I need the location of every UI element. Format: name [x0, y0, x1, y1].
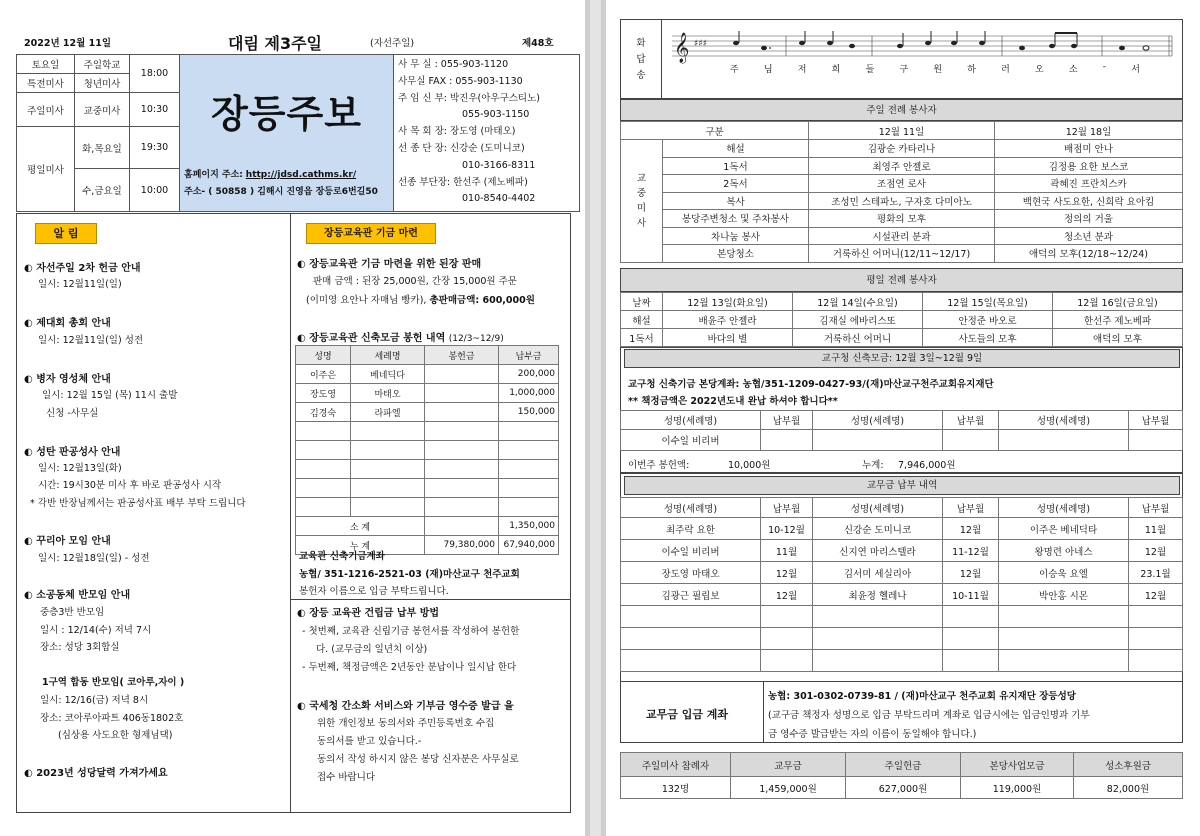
cell: 이승욱 요엘 [999, 562, 1129, 584]
contact-line: 010-3166-8311 [462, 159, 536, 171]
homepage-label: 홈페이지 주소: [184, 170, 243, 180]
cell: 거룩하신 어머니 [793, 329, 923, 347]
total-label: 누 계 [296, 536, 425, 555]
table-row [621, 562, 1183, 584]
contact-line: 선 종 단 장: 신강순 (도미니코) [398, 142, 525, 154]
weekday-servers-table [620, 292, 1183, 347]
col-header: 봉헌금 [425, 346, 499, 365]
sale-title: ◐ 장등교육관 기금 마련을 위한 된장 판매 [297, 259, 482, 270]
notice-title: ◐ 제대회 총회 안내 [24, 318, 111, 329]
cell: 바다의 별 [663, 329, 793, 347]
cell: 김경숙 [296, 403, 351, 422]
cell [425, 365, 499, 384]
address-text: 주소- ( 50858 ) 김해시 진영읍 장등로6번길50 [184, 187, 378, 197]
cumulative-label: 누계: [862, 460, 884, 471]
notice-title: ◐ 꾸리아 모임 안내 [24, 536, 111, 547]
cell: 시설관리 분과 [809, 227, 995, 245]
group-char: 미 [636, 202, 647, 214]
notice-line: 장소: 성당 3회합실 [40, 642, 120, 653]
bulletin-subtitle: (자선주일) [370, 38, 415, 49]
notice-line: 신청 -사무실 [46, 408, 99, 419]
sunday-group-label [621, 140, 663, 263]
diocese-account: 교구청 신축기금 본당계좌: 농협/351-1209-0427-93/(재)마산교구천주교회유지재단 [628, 379, 994, 390]
cell: 12월 [943, 562, 999, 584]
mass-cell: 수,금요일 [75, 169, 130, 212]
divider [290, 599, 571, 600]
cell: 장도영 마태오 [621, 562, 761, 584]
notice-line: 일시: 12월11일(일) [38, 279, 122, 290]
col-header: 성명(세례명) [999, 498, 1129, 518]
role-cell: 복사 [663, 192, 809, 210]
week-offering-value: 10,000원 [728, 460, 771, 471]
cell: 11월 [761, 540, 813, 562]
role-cell: 2독서 [663, 175, 809, 193]
cell: 82,000원 [1074, 777, 1183, 799]
total-paid: 67,940,000 [499, 536, 559, 555]
cell: 23.1월 [1129, 562, 1183, 584]
cell: 왕명련 아네스 [999, 540, 1129, 562]
role-cell: 차나눔 봉사 [663, 227, 809, 245]
col-header: 납부금 [499, 346, 559, 365]
sale-total: 총판매금액: 600,000원 [429, 295, 535, 306]
table-row [296, 498, 559, 517]
cell: 애덕의 모후(12/18~12/24) [995, 245, 1183, 263]
cell: 김재실 에바리스또 [793, 311, 923, 329]
mass-time: 10:00 [130, 169, 180, 212]
sale-line [306, 292, 535, 306]
contact-line: 010-8540-4402 [462, 193, 536, 205]
cell: 신강순 도미니코 [813, 518, 943, 540]
cell: 베네딕다 [351, 365, 425, 384]
table-row [296, 460, 559, 479]
cell: 마태오 [351, 384, 425, 403]
divider [763, 681, 764, 743]
cell: 한선주 제노베파 [1053, 311, 1183, 329]
contacts-panel [394, 55, 580, 212]
total-donation: 79,380,000 [425, 536, 499, 555]
table-row [296, 384, 559, 403]
payment-line: 다. (교무금의 일년치 이상) [316, 644, 428, 655]
psalm-label-char: 송 [636, 70, 646, 81]
col-header: 성명(세례명) [813, 498, 943, 518]
col-header: 납부월 [761, 411, 813, 430]
account-number: 농협/ 351-1216-2521-03 (재)마산교구 천주교회 [299, 569, 520, 580]
cell: 12월 [943, 518, 999, 540]
cell: 최영주 안젤로 [809, 157, 995, 175]
lyric-syllable: 러 [1001, 65, 1010, 75]
cell: 장도영 [296, 384, 351, 403]
cell: 200,000 [499, 365, 559, 384]
table-row [621, 518, 1183, 540]
mass-time: 18:00 [130, 55, 180, 93]
notices-ribbon: 알 림 [35, 223, 97, 244]
cell: 김서미 세실리아 [813, 562, 943, 584]
notice-title: ◐ 2023년 성당달력 가져가세요 [24, 768, 168, 779]
issue-number: 제48호 [522, 38, 554, 49]
lyric-syllable: 서 [1131, 65, 1140, 75]
cell [425, 384, 499, 403]
cell: 김정용 요한 보스코 [995, 157, 1183, 175]
brand-title: 장등주보 [211, 91, 362, 136]
mass-cell: 교중미사 [75, 93, 130, 127]
notice-line: 일시: 12월 15일 (목) 11시 출발 [42, 390, 178, 401]
tax-line: 위한 개인정보 동의서와 주민등록번호 수집 [317, 718, 495, 729]
week-offering-label: 이번주 봉헌액: [628, 460, 690, 471]
cell: 1,000,000 [499, 384, 559, 403]
lyric-syllable: 저 [797, 65, 807, 75]
cell: 12월 13일(화요일) [663, 293, 793, 311]
diocese-table [620, 410, 1183, 451]
cell: 1,459,000원 [731, 777, 846, 799]
tax-title: ◐ 국세청 간소화 서비스와 기부금 영수증 발급 을 [297, 701, 514, 712]
lyric-syllable: 오 [1035, 65, 1044, 75]
cell: 12월 14일(수요일) [793, 293, 923, 311]
psalm-lyrics [730, 62, 1140, 75]
cell: 10-11월 [943, 584, 999, 606]
notice-line: 일시: 12월11일(일) 성전 [38, 335, 144, 346]
col-header: 주일미사 참례자 [621, 753, 731, 777]
contact-line: 사무실 FAX : 055-903-1130 [398, 75, 523, 87]
cumulative-value: 7,946,000원 [898, 460, 956, 471]
col-header: 교무금 [731, 753, 846, 777]
brand-panel [180, 55, 394, 212]
mass-cell: 청년미사 [75, 74, 130, 93]
notice-title: ◐ 성탄 판공성사 안내 [24, 447, 121, 458]
group-char: 사 [636, 217, 647, 229]
col-header: 납부월 [1129, 498, 1183, 518]
notice-title: ◐ 자선주일 2차 헌금 안내 [24, 263, 141, 274]
table-row [296, 422, 559, 441]
cell: 150,000 [499, 403, 559, 422]
sale-line: 판매 금액 : 된장 25,000원, 간장 15,000원 주문 [313, 276, 517, 287]
cell: 627,000원 [846, 777, 961, 799]
col-header: 성명 [296, 346, 351, 365]
lyric-syllable: 들 [865, 65, 875, 75]
donation-period: (12/3~12/9) [448, 334, 504, 344]
col-header: 성명(세례명) [621, 411, 761, 430]
cell: 132명 [621, 777, 731, 799]
account-note: 봉헌자 이름으로 입금 부탁드립니다. [299, 586, 449, 597]
payment-line: - 두번째, 책정금액은 2년동안 분납이나 일시납 한다 [302, 662, 517, 673]
sale-vendor: (이미영 요안나 자매님 빵카), [306, 295, 427, 306]
cell: 라파엘 [351, 403, 425, 422]
role-cell: 1독서 [663, 157, 809, 175]
cell: 백현국 사도요한, 신희락 요아킴 [995, 192, 1183, 210]
notice-line: 일시: 12월18일(일) - 성전 [38, 553, 150, 564]
donation-title [297, 329, 504, 344]
table-row [621, 540, 1183, 562]
dues-table [620, 497, 1183, 672]
subtotal-row [296, 517, 559, 536]
notice-line: 장소: 코아루아파트 406동1802호 [40, 713, 184, 724]
notice-line: 1구역 합동 반모임( 코아루,자이 ) [42, 677, 185, 688]
cell: 청소년 분과 [995, 227, 1183, 245]
cell: 배점미 안나 [995, 140, 1183, 158]
col-header: 12월 18일 [995, 122, 1183, 140]
mass-cell: 주일학교 [75, 55, 130, 74]
cell: 1독서 [621, 329, 663, 347]
cell: 11-12월 [943, 540, 999, 562]
cell: 이주은 [296, 365, 351, 384]
cell: 이수일 비리버 [621, 430, 761, 451]
col-header: 납부월 [761, 498, 813, 518]
cell: 12월 [1129, 584, 1183, 606]
contact-line: 사 목 회 장: 장도영 (마태오) [398, 126, 516, 138]
col-header: 주일헌금 [846, 753, 961, 777]
page-gutter [585, 0, 606, 836]
cell: 해설 [621, 311, 663, 329]
dues-account-note: (교구금 책정자 성명으로 입금 부탁드리며 계좌로 입금시에는 입금인명과 기부 [768, 710, 1090, 721]
cell: 날짜 [621, 293, 663, 311]
cell: 12월 15일(목요일) [923, 293, 1053, 311]
notes [733, 31, 1149, 50]
cell: 조성민 스테파노, 구자호 다미아노 [809, 192, 995, 210]
info-box [16, 54, 580, 212]
group-char: 교 [636, 172, 647, 184]
dues-account-label: 교무금 입금 계좌 [646, 708, 729, 721]
dues-account-note: 금 영수증 발급받는 자의 이름이 동일해야 합니다.) [768, 729, 977, 740]
diocese-title: 교구청 신축모금: 12월 3일~12월 9일 [624, 349, 1180, 368]
account-title: 교육관 신축기금계좌 [299, 551, 385, 562]
notice-line: 일시 : 12/14(수) 저녁 7시 [40, 625, 152, 636]
tax-line: 동의서를 받고 있습니다.- [317, 736, 422, 747]
cell: 박안홍 시몬 [999, 584, 1129, 606]
treble-clef-icon: 𝄞 [674, 33, 690, 63]
donation-table [295, 345, 559, 555]
col-header: 납부월 [1129, 411, 1183, 430]
cell: 12월 [1129, 540, 1183, 562]
donation-title-text: ◐ 장등교육관 신축모금 봉헌 내역 [297, 333, 446, 344]
notice-line: 중층3반 반모임 [40, 607, 105, 618]
subtotal-value: 1,350,000 [499, 517, 559, 536]
psalm-label-char: 답 [636, 54, 646, 65]
cell: 12월 [761, 584, 813, 606]
notice-line: 일시: 12/16(금) 저녁 8시 [40, 695, 149, 706]
notice-line: 일시: 12월13일(화) [38, 463, 122, 474]
cell: 평화의 모후 [809, 210, 995, 228]
cell: 신지연 마리스텔라 [813, 540, 943, 562]
mass-cell: 토요일 [17, 55, 75, 74]
mass-cell: 주일미사 [17, 93, 75, 127]
table-row [296, 441, 559, 460]
col-header: 성명(세례명) [621, 498, 761, 518]
col-header: 납부월 [943, 411, 999, 430]
lyric-syllable: - [1102, 62, 1107, 72]
mass-time: 19:30 [130, 127, 180, 169]
cell: 최주락 요한 [621, 518, 761, 540]
payment-line: - 첫번째, 교육관 신립기금 봉헌서를 작성하여 봉헌한 [302, 626, 520, 637]
bulletin-header [20, 29, 565, 53]
lyric-syllable: 구 [899, 65, 909, 75]
lyric-syllable: 주 [730, 65, 739, 75]
cell: 사도들의 모후 [923, 329, 1053, 347]
cell: 거룩하신 어머니(12/11~12/17) [809, 245, 995, 263]
lyric-syllable: 님 [763, 65, 773, 75]
cell: 119,000원 [961, 777, 1074, 799]
mass-cell: 평일미사 [17, 127, 75, 212]
contact-line: 055-903-1150 [462, 109, 530, 121]
mass-time: 10:30 [130, 93, 180, 127]
cell: 배윤주 안젤라 [663, 311, 793, 329]
table-row [296, 479, 559, 498]
cell: 10-12월 [761, 518, 813, 540]
col-header: 성명(세례명) [999, 411, 1129, 430]
notice-title: ◐ 병자 영성체 안내 [24, 374, 111, 385]
key-signature-icon: ♯♯♯ [694, 39, 708, 49]
col-header: 12월 11일 [809, 122, 995, 140]
psalm-label-char: 화 [636, 38, 646, 49]
lyric-syllable: 희 [831, 65, 841, 75]
lyric-syllable: 소 [1068, 65, 1078, 75]
cell: 최윤정 헬레나 [813, 584, 943, 606]
notice-line: * 각반 반장님께서는 판공성사표 배부 부탁 드립니다 [30, 498, 246, 509]
payment-title: ◐ 장등 교육관 건립금 납부 방법 [297, 608, 440, 619]
weekday-servers-title: 평일 전례 봉사자 [620, 268, 1183, 292]
cell [425, 403, 499, 422]
left-page [0, 0, 585, 836]
col-header: 성명(세례명) [813, 411, 943, 430]
col-header: 납부월 [943, 498, 999, 518]
col-header: 구분 [621, 122, 809, 140]
contact-line: 주 임 신 부: 박진우(아우구스티노) [398, 92, 540, 104]
contact-line: 사 무 실 : 055-903-1120 [398, 59, 509, 70]
col-header: 본당사업모금 [961, 753, 1074, 777]
notice-title: ◐ 소공동체 반모임 안내 [24, 590, 131, 601]
notice-line: 시간: 19시30분 미사 후 바로 판공성사 시작 [38, 480, 222, 491]
mass-cell: 화,목요일 [75, 127, 130, 169]
role-cell: 봉당주변청소 및 주차봉사 [663, 210, 809, 228]
cell: 곽혜진 프란치스카 [995, 175, 1183, 193]
col-header: 성소후원금 [1074, 753, 1183, 777]
notice-line: (심상용 사도요한 형제님댁) [58, 730, 173, 741]
bulletin-date: 2022년 12월 11일 [24, 38, 112, 49]
table-row [621, 584, 1183, 606]
role-cell: 해설 [663, 140, 809, 158]
sunday-servers-title: 주일 전례 봉사자 [620, 99, 1183, 121]
bulletin-title: 대림 제3주일 [228, 34, 322, 53]
homepage-link[interactable]: http://jdsd.cathms.kr/ [245, 170, 357, 180]
table-row [296, 403, 559, 422]
tax-line: 접수 바랍니다 [317, 772, 376, 783]
lyric-syllable: 하 [967, 65, 976, 75]
contact-line: 선종 부단장: 한선주 (제노베파) [398, 176, 528, 188]
group-char: 중 [636, 187, 647, 199]
diocese-note: ** 책정금액은 2022년도내 완납 하셔야 합니다** [628, 396, 838, 407]
summary-table [620, 752, 1183, 799]
psalm-label [620, 19, 662, 99]
tax-line: 동의서 작성 하시지 않은 봉당 신자분은 사무실로 [317, 754, 519, 765]
cell: 안정준 바오로 [923, 311, 1053, 329]
subtotal-label: 소 계 [296, 517, 425, 536]
lyric-syllable: 원 [933, 65, 943, 75]
cell: 12월 16일(금요일) [1053, 293, 1183, 311]
cell: 이주은 베네딕타 [999, 518, 1129, 540]
cell: 김광순 카타리나 [809, 140, 995, 158]
cell: 정의의 거울 [995, 210, 1183, 228]
cell: 애덕의 모후 [1053, 329, 1183, 347]
cell: 12월 [761, 562, 813, 584]
role-cell: 본당청소 [663, 245, 809, 263]
cell: 이수일 비리버 [621, 540, 761, 562]
table-row [296, 365, 559, 384]
dues-account-number: 농협: 301-0302-0739-81 / (재)마산교구 천주교회 유지재단 장등성당 [768, 691, 1076, 702]
mass-cell: 특전미사 [17, 74, 75, 93]
fund-ribbon: 장등교육관 기금 마련 [306, 223, 436, 244]
dues-title: 교무금 납부 내역 [624, 476, 1180, 495]
cell: 김광근 필립보 [621, 584, 761, 606]
cell: 11월 [1129, 518, 1183, 540]
sunday-servers-table [620, 121, 1183, 263]
col-header: 세례명 [351, 346, 425, 365]
cell: 조점연 로사 [809, 175, 995, 193]
